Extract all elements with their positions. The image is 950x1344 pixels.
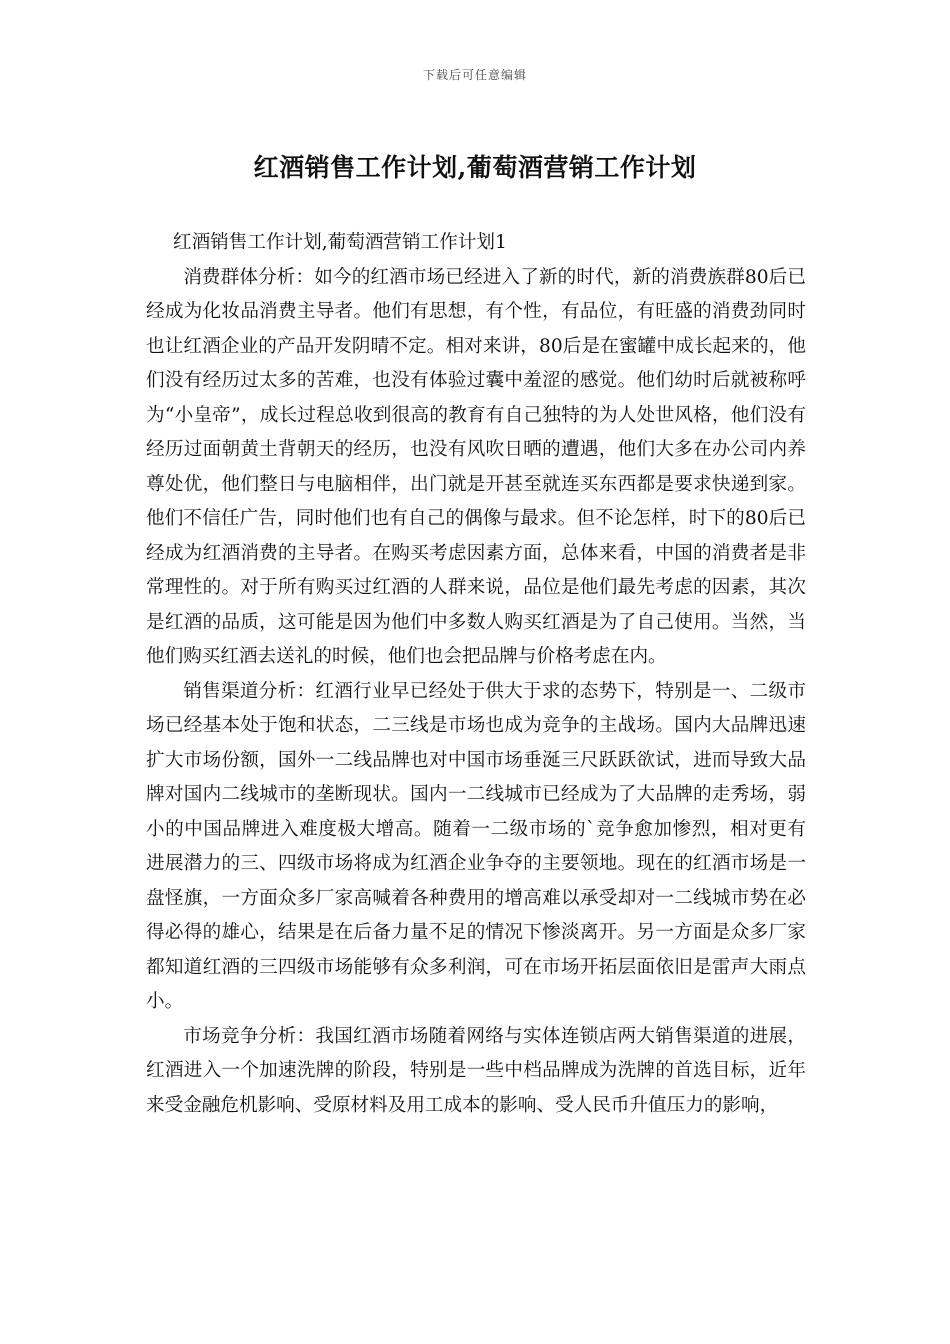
sales-channel-paragraph: 销售渠道分析：红酒行业早已经处于供大于求的态势下，特别是一、二级市场已经基本处于饱和状态，二三线是市场也成为竞争的主战场。国内大品牌迅速扩大市场份额，国外一二线品牌也对中国市场垂涎三尺跃跃欲试，进而导致大品牌对国内二线城市的垄断现状。国内一二线城市已经成为了大品牌的走秀场，弱小的中国品牌进入难度极大增高。随着一二级市场的`竞争愈加惨烈，相对更有进展潜力的三、四级市场将成为红酒企业争夺的主要领地。现在的红酒市场是一盘怪旗，一方面众多厂家高喊着各种费用的增高难以承受却对一二线城市势在必得必得的雄心，结果是在后备力量不足的情况下惨淡离开。另一方面是众多厂家都知道红酒的三四级市场能够有众多利润，可在市场开拓层面依旧是雷声大雨点小。: [146, 680, 806, 1012]
header-note: 下载后可任意编辑: [422, 68, 527, 82]
document-body: [146, 226, 806, 1123]
consumer-analysis-paragraph: 消费群体分析：如今的红酒市场已经进入了新的时代，新的消费族群80后已经成为化妆品消费主导者。他们有思想，有个性，有品位，有旺盛的消费劲同时也让红酒企业的产品开发阴晴不定。相对来讲，80后是在蜜罐中成长起来的，他们没有经历过太多的苦难，也没有体验过囊中羞涩的感觉。他们幼时后就被称呼为“小皇帝”，成长过程总收到很高的教育有自己独特的为人处世风格，他们没有经历过面朝黄土背朝天的经历，也没有风吹日晒的遭遇，他们大多在办公司内养尊处优，他们整日与电脑相伴，出门就是开甚至就连买东西都是要求快递到家。他们不信任广告，同时他们也有自己的偶像与最求。但不论怎样，时下的80后已经成为红酒消费的主导者。在购买考虑因素方面，总体来看，中国的消费者是非常理性的。对于所有购买过红酒的人群来说，品位是他们最先考虑的因素，其次是红酒的品质，这可能是因为他们中多数人购买红酒是为了自己使用。当然，当他们购买红酒去送礼的时候，他们也会把品牌与价格考虑在内。: [146, 266, 806, 667]
subtitle-paragraph: 红酒销售工作计划,葡萄酒营销工作计划1: [172, 232, 507, 253]
market-competition-paragraph: 市场竞争分析：我国红酒市场随着网络与实体连锁店两大销售渠道的进展，红酒进入一个加速洗牌的阶段，特别是一些中档品牌成为洗牌的首选目标，近年来受金融危机影响、受原材料及用工成本的影响、受人民币升值压力的影响，: [146, 1025, 806, 1116]
document-title: 红酒销售工作计划,葡萄酒营销工作计划: [253, 153, 697, 182]
